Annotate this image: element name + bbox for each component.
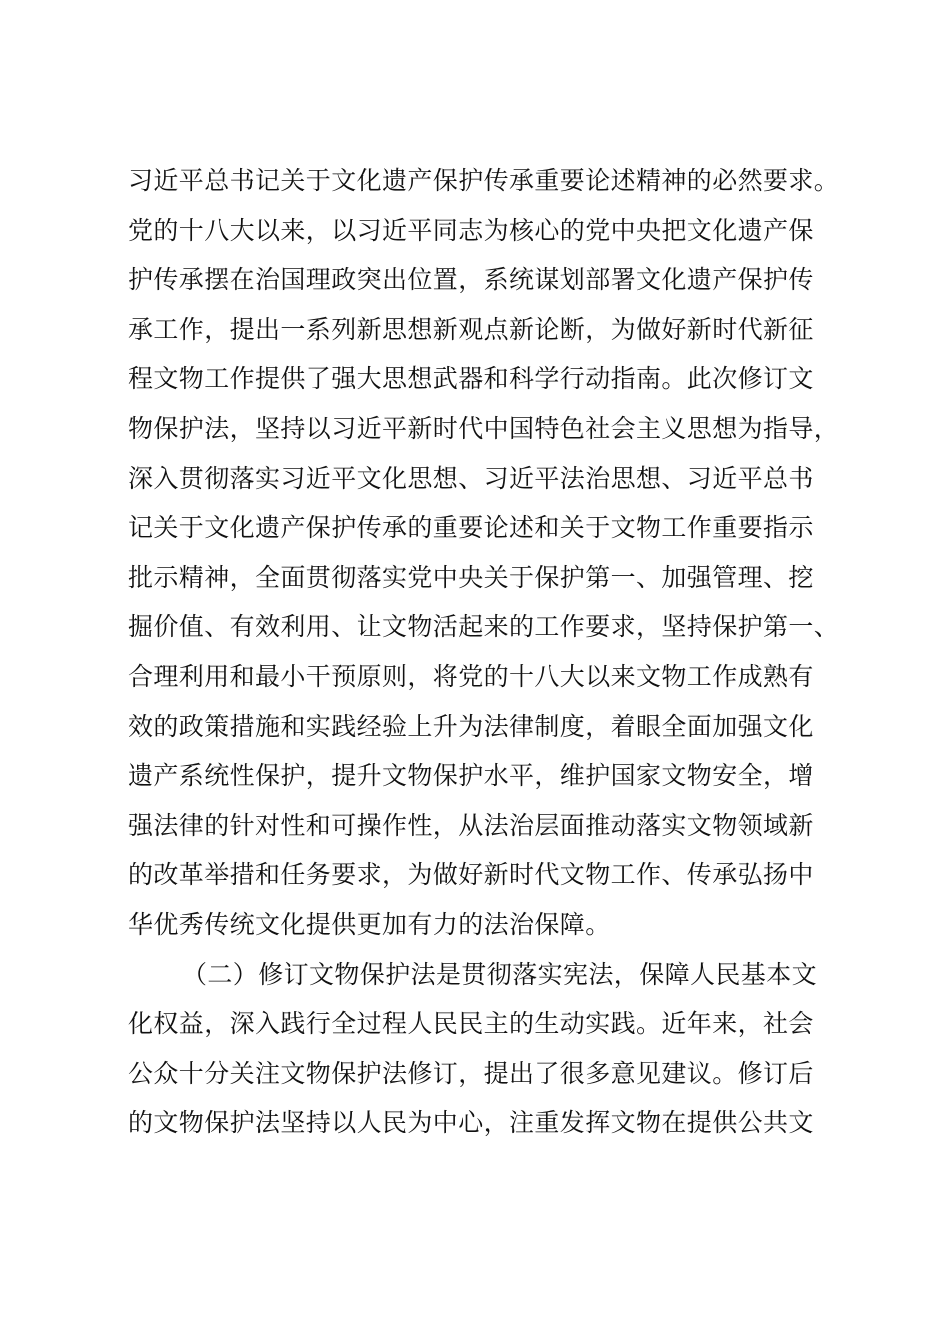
text-line: 的改革举措和任务要求，为做好新时代文物工作、传承弘扬中	[128, 860, 814, 890]
text-line: 记关于文化遗产保护传承的重要论述和关于文物工作重要指示	[128, 513, 814, 543]
text-line: 强法律的针对性和可操作性，从法治层面推动落实文物领域新	[128, 810, 814, 840]
text-line: 遗产系统性保护，提升文物保护水平，维护国家文物安全，增	[128, 761, 814, 791]
text-line: 深入贯彻落实习近平文化思想、习近平法治思想、习近平总书	[128, 463, 814, 493]
text-line: 合理利用和最小干预原则，将党的十八大以来文物工作成熟有	[128, 661, 814, 691]
body-text	[128, 156, 858, 1148]
text-line: 党的十八大以来，以习近平同志为核心的党中央把文化遗产保	[128, 215, 814, 245]
text-line: 掘价值、有效利用、让文物活起来的工作要求，坚持保护第一、	[128, 612, 840, 642]
text-line: 程文物工作提供了强大思想武器和科学行动指南。此次修订文	[128, 364, 814, 394]
text-line: 承工作，提出一系列新思想新观点新论断，为做好新时代新征	[128, 314, 814, 344]
text-line: 效的政策措施和实践经验上升为法律制度，着眼全面加强文化	[128, 711, 814, 741]
text-line: 化权益，深入践行全过程人民民主的生动实践。近年来，社会	[128, 1009, 814, 1039]
text-line: 批示精神，全面贯彻落实党中央关于保护第一、加强管理、挖	[128, 562, 814, 592]
text-line: 华优秀传统文化提供更加有力的法治保障。	[128, 909, 611, 939]
text-line: 护传承摆在治国理政突出位置，系统谋划部署文化遗产保护传	[128, 265, 814, 295]
text-line: 习近平总书记关于文化遗产保护传承重要论述精神的必然要求。	[128, 166, 840, 195]
text-line: 的文物保护法坚持以人民为中心，注重发挥文物在提供公共文	[128, 1108, 814, 1138]
text-line: 公众十分关注文物保护法修订，提出了很多意见建议。修订后	[128, 1058, 814, 1088]
text-line: 物保护法，坚持以习近平新时代中国特色社会主义思想为指导，	[128, 413, 840, 443]
paragraph-start-line: （二）修订文物保护法是贯彻落实宪法，保障人民基本文	[182, 959, 818, 989]
